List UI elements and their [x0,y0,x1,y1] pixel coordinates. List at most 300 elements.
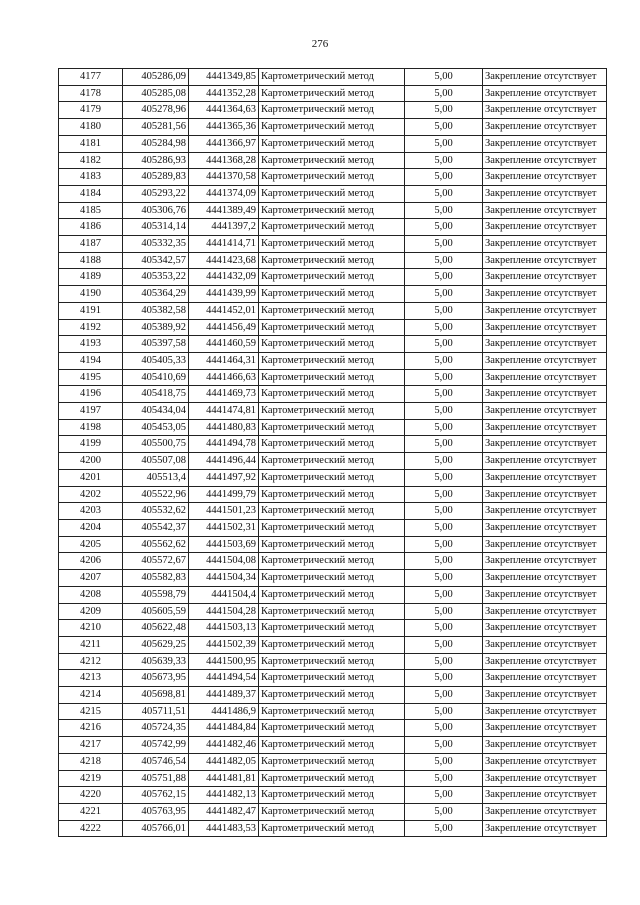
x-coordinate-cell: 405622,48 [123,620,189,637]
accuracy-cell: 5,00 [405,419,483,436]
table-row [59,102,607,119]
x-coordinate-cell: 405332,35 [123,236,189,253]
accuracy-cell: 5,00 [405,352,483,369]
point-number-cell: 4179 [59,102,123,119]
method-cell: Картометрический метод [259,185,405,202]
accuracy-cell: 5,00 [405,119,483,136]
y-coordinate-cell: 4441352,28 [189,85,259,102]
accuracy-cell: 5,00 [405,820,483,837]
x-coordinate-cell: 405382,58 [123,302,189,319]
x-coordinate-cell: 405562,62 [123,536,189,553]
point-number-cell: 4203 [59,503,123,520]
y-coordinate-cell: 4441397,2 [189,219,259,236]
point-number-cell: 4207 [59,570,123,587]
fixation-cell: Закрепление отсутствует [483,770,607,787]
y-coordinate-cell: 4441489,37 [189,687,259,704]
method-cell: Картометрический метод [259,536,405,553]
x-coordinate-cell: 405289,83 [123,169,189,186]
x-coordinate-cell: 405582,83 [123,570,189,587]
table-row [59,586,607,603]
point-number-cell: 4177 [59,69,123,86]
point-number-cell: 4181 [59,135,123,152]
fixation-cell: Закрепление отсутствует [483,453,607,470]
method-cell: Картометрический метод [259,586,405,603]
point-number-cell: 4194 [59,352,123,369]
point-number-cell: 4201 [59,469,123,486]
fixation-cell: Закрепление отсутствует [483,820,607,837]
table-row [59,703,607,720]
method-cell: Картометрический метод [259,720,405,737]
fixation-cell: Закрепление отсутствует [483,570,607,587]
point-number-cell: 4208 [59,586,123,603]
x-coordinate-cell: 405762,15 [123,787,189,804]
table-row [59,787,607,804]
point-number-cell: 4191 [59,302,123,319]
x-coordinate-cell: 405278,96 [123,102,189,119]
method-cell: Картометрический метод [259,670,405,687]
x-coordinate-cell: 405286,93 [123,152,189,169]
x-coordinate-cell: 405513,4 [123,469,189,486]
method-cell: Картометрический метод [259,703,405,720]
accuracy-cell: 5,00 [405,586,483,603]
fixation-cell: Закрепление отсутствует [483,269,607,286]
accuracy-cell: 5,00 [405,85,483,102]
method-cell: Картометрический метод [259,302,405,319]
x-coordinate-cell: 405284,98 [123,135,189,152]
method-cell: Картометрический метод [259,236,405,253]
point-number-cell: 4215 [59,703,123,720]
table-row [59,687,607,704]
accuracy-cell: 5,00 [405,286,483,303]
point-number-cell: 4200 [59,453,123,470]
fixation-cell: Закрепление отсутствует [483,386,607,403]
x-coordinate-cell: 405598,79 [123,586,189,603]
method-cell: Картометрический метод [259,336,405,353]
method-cell: Картометрический метод [259,653,405,670]
table-row [59,386,607,403]
method-cell: Картометрический метод [259,519,405,536]
fixation-cell: Закрепление отсутствует [483,519,607,536]
y-coordinate-cell: 4441366,97 [189,135,259,152]
y-coordinate-cell: 4441482,46 [189,737,259,754]
fixation-cell: Закрепление отсутствует [483,403,607,420]
y-coordinate-cell: 4441501,23 [189,503,259,520]
point-number-cell: 4184 [59,185,123,202]
point-number-cell: 4198 [59,419,123,436]
x-coordinate-cell: 405405,33 [123,352,189,369]
point-number-cell: 4216 [59,720,123,737]
table-row [59,185,607,202]
y-coordinate-cell: 4441504,28 [189,603,259,620]
fixation-cell: Закрепление отсутствует [483,670,607,687]
accuracy-cell: 5,00 [405,469,483,486]
point-number-cell: 4220 [59,787,123,804]
fixation-cell: Закрепление отсутствует [483,553,607,570]
accuracy-cell: 5,00 [405,570,483,587]
accuracy-cell: 5,00 [405,770,483,787]
table-row [59,319,607,336]
accuracy-cell: 5,00 [405,219,483,236]
y-coordinate-cell: 4441460,59 [189,336,259,353]
table-row [59,503,607,520]
method-cell: Картометрический метод [259,453,405,470]
point-number-cell: 4222 [59,820,123,837]
method-cell: Картометрический метод [259,202,405,219]
method-cell: Картометрический метод [259,119,405,136]
point-number-cell: 4209 [59,603,123,620]
accuracy-cell: 5,00 [405,703,483,720]
x-coordinate-cell: 405285,08 [123,85,189,102]
point-number-cell: 4182 [59,152,123,169]
y-coordinate-cell: 4441482,47 [189,803,259,820]
y-coordinate-cell: 4441494,78 [189,436,259,453]
x-coordinate-cell: 405766,01 [123,820,189,837]
table-row [59,553,607,570]
x-coordinate-cell: 405673,95 [123,670,189,687]
method-cell: Картометрический метод [259,787,405,804]
y-coordinate-cell: 4441414,71 [189,236,259,253]
x-coordinate-cell: 405532,62 [123,503,189,520]
x-coordinate-cell: 405542,37 [123,519,189,536]
fixation-cell: Закрепление отсутствует [483,586,607,603]
accuracy-cell: 5,00 [405,787,483,804]
y-coordinate-cell: 4441480,83 [189,419,259,436]
table-row [59,570,607,587]
y-coordinate-cell: 4441482,13 [189,787,259,804]
x-coordinate-cell: 405306,76 [123,202,189,219]
fixation-cell: Закрепление отсутствует [483,419,607,436]
table-row [59,252,607,269]
table-row [59,119,607,136]
accuracy-cell: 5,00 [405,102,483,119]
y-coordinate-cell: 4441504,4 [189,586,259,603]
accuracy-cell: 5,00 [405,236,483,253]
method-cell: Картометрический метод [259,503,405,520]
accuracy-cell: 5,00 [405,185,483,202]
point-number-cell: 4189 [59,269,123,286]
fixation-cell: Закрепление отсутствует [483,369,607,386]
y-coordinate-cell: 4441452,01 [189,302,259,319]
fixation-cell: Закрепление отсутствует [483,135,607,152]
table-row [59,436,607,453]
coordinates-table [58,68,607,837]
fixation-cell: Закрепление отсутствует [483,636,607,653]
accuracy-cell: 5,00 [405,269,483,286]
accuracy-cell: 5,00 [405,620,483,637]
fixation-cell: Закрепление отсутствует [483,503,607,520]
table-row [59,653,607,670]
fixation-cell: Закрепление отсутствует [483,536,607,553]
table-row [59,169,607,186]
fixation-cell: Закрепление отсутствует [483,85,607,102]
point-number-cell: 4212 [59,653,123,670]
x-coordinate-cell: 405746,54 [123,753,189,770]
point-number-cell: 4214 [59,687,123,704]
method-cell: Картометрический метод [259,486,405,503]
y-coordinate-cell: 4441365,36 [189,119,259,136]
accuracy-cell: 5,00 [405,553,483,570]
accuracy-cell: 5,00 [405,603,483,620]
fixation-cell: Закрепление отсутствует [483,803,607,820]
y-coordinate-cell: 4441349,85 [189,69,259,86]
point-number-cell: 4211 [59,636,123,653]
accuracy-cell: 5,00 [405,436,483,453]
table-row [59,336,607,353]
table-row [59,720,607,737]
method-cell: Картометрический метод [259,419,405,436]
table-row [59,620,607,637]
fixation-cell: Закрепление отсутствует [483,286,607,303]
method-cell: Картометрический метод [259,319,405,336]
accuracy-cell: 5,00 [405,636,483,653]
table-row [59,536,607,553]
fixation-cell: Закрепление отсутствует [483,219,607,236]
point-number-cell: 4206 [59,553,123,570]
y-coordinate-cell: 4441502,31 [189,519,259,536]
y-coordinate-cell: 4441483,53 [189,820,259,837]
fixation-cell: Закрепление отсутствует [483,185,607,202]
x-coordinate-cell: 405572,67 [123,553,189,570]
fixation-cell: Закрепление отсутствует [483,202,607,219]
x-coordinate-cell: 405639,33 [123,653,189,670]
accuracy-cell: 5,00 [405,687,483,704]
method-cell: Картометрический метод [259,69,405,86]
x-coordinate-cell: 405314,14 [123,219,189,236]
method-cell: Картометрический метод [259,687,405,704]
method-cell: Картометрический метод [259,570,405,587]
y-coordinate-cell: 4441464,31 [189,352,259,369]
x-coordinate-cell: 405353,22 [123,269,189,286]
fixation-cell: Закрепление отсутствует [483,620,607,637]
accuracy-cell: 5,00 [405,336,483,353]
method-cell: Картометрический метод [259,737,405,754]
accuracy-cell: 5,00 [405,519,483,536]
point-number-cell: 4183 [59,169,123,186]
table-row [59,803,607,820]
method-cell: Картометрический метод [259,603,405,620]
fixation-cell: Закрепление отсутствует [483,486,607,503]
accuracy-cell: 5,00 [405,653,483,670]
method-cell: Картометрический метод [259,369,405,386]
point-number-cell: 4190 [59,286,123,303]
fixation-cell: Закрепление отсутствует [483,252,607,269]
y-coordinate-cell: 4441504,08 [189,553,259,570]
x-coordinate-cell: 405410,69 [123,369,189,386]
table-row [59,636,607,653]
x-coordinate-cell: 405522,96 [123,486,189,503]
page-number: 276 [311,38,329,50]
point-number-cell: 4185 [59,202,123,219]
method-cell: Картометрический метод [259,352,405,369]
fixation-cell: Закрепление отсутствует [483,703,607,720]
method-cell: Картометрический метод [259,553,405,570]
x-coordinate-cell: 405605,59 [123,603,189,620]
accuracy-cell: 5,00 [405,302,483,319]
table-row [59,236,607,253]
table-row [59,469,607,486]
table-row [59,135,607,152]
point-number-cell: 4199 [59,436,123,453]
accuracy-cell: 5,00 [405,319,483,336]
fixation-cell: Закрепление отсутствует [483,169,607,186]
y-coordinate-cell: 4441494,54 [189,670,259,687]
method-cell: Картометрический метод [259,636,405,653]
y-coordinate-cell: 4441481,81 [189,770,259,787]
table-row [59,369,607,386]
accuracy-cell: 5,00 [405,202,483,219]
accuracy-cell: 5,00 [405,803,483,820]
accuracy-cell: 5,00 [405,486,483,503]
table-row [59,419,607,436]
y-coordinate-cell: 4441466,63 [189,369,259,386]
table-row [59,737,607,754]
point-number-cell: 4205 [59,536,123,553]
accuracy-cell: 5,00 [405,737,483,754]
y-coordinate-cell: 4441482,05 [189,753,259,770]
table-row [59,670,607,687]
table-row [59,453,607,470]
method-cell: Картометрический метод [259,169,405,186]
accuracy-cell: 5,00 [405,670,483,687]
method-cell: Картометрический метод [259,219,405,236]
point-number-cell: 4202 [59,486,123,503]
method-cell: Картометрический метод [259,436,405,453]
accuracy-cell: 5,00 [405,403,483,420]
point-number-cell: 4221 [59,803,123,820]
table-row [59,69,607,86]
table-row [59,85,607,102]
method-cell: Картометрический метод [259,286,405,303]
y-coordinate-cell: 4441370,58 [189,169,259,186]
x-coordinate-cell: 405507,08 [123,453,189,470]
accuracy-cell: 5,00 [405,536,483,553]
method-cell: Картометрический метод [259,269,405,286]
fixation-cell: Закрепление отсутствует [483,469,607,486]
y-coordinate-cell: 4441486,9 [189,703,259,720]
y-coordinate-cell: 4441499,79 [189,486,259,503]
table-row [59,486,607,503]
method-cell: Картометрический метод [259,820,405,837]
table-row [59,202,607,219]
point-number-cell: 4196 [59,386,123,403]
table-row [59,820,607,837]
accuracy-cell: 5,00 [405,69,483,86]
method-cell: Картометрический метод [259,135,405,152]
x-coordinate-cell: 405286,09 [123,69,189,86]
table-row [59,403,607,420]
accuracy-cell: 5,00 [405,720,483,737]
point-number-cell: 4180 [59,119,123,136]
accuracy-cell: 5,00 [405,386,483,403]
y-coordinate-cell: 4441500,95 [189,653,259,670]
accuracy-cell: 5,00 [405,503,483,520]
table-row [59,603,607,620]
accuracy-cell: 5,00 [405,453,483,470]
method-cell: Картометрический метод [259,770,405,787]
y-coordinate-cell: 4441423,68 [189,252,259,269]
x-coordinate-cell: 405364,29 [123,286,189,303]
table-row [59,302,607,319]
x-coordinate-cell: 405698,81 [123,687,189,704]
method-cell: Картометрический метод [259,152,405,169]
y-coordinate-cell: 4441389,49 [189,202,259,219]
accuracy-cell: 5,00 [405,369,483,386]
point-number-cell: 4217 [59,737,123,754]
y-coordinate-cell: 4441456,49 [189,319,259,336]
x-coordinate-cell: 405751,88 [123,770,189,787]
table-row [59,519,607,536]
fixation-cell: Закрепление отсутствует [483,152,607,169]
x-coordinate-cell: 405742,99 [123,737,189,754]
point-number-cell: 4204 [59,519,123,536]
method-cell: Картометрический метод [259,803,405,820]
point-number-cell: 4195 [59,369,123,386]
y-coordinate-cell: 4441374,09 [189,185,259,202]
accuracy-cell: 5,00 [405,152,483,169]
y-coordinate-cell: 4441503,13 [189,620,259,637]
accuracy-cell: 5,00 [405,135,483,152]
fixation-cell: Закрепление отсутствует [483,720,607,737]
y-coordinate-cell: 4441484,84 [189,720,259,737]
y-coordinate-cell: 4441439,99 [189,286,259,303]
accuracy-cell: 5,00 [405,753,483,770]
fixation-cell: Закрепление отсутствует [483,653,607,670]
accuracy-cell: 5,00 [405,252,483,269]
fixation-cell: Закрепление отсутствует [483,319,607,336]
y-coordinate-cell: 4441364,63 [189,102,259,119]
method-cell: Картометрический метод [259,469,405,486]
table-row [59,152,607,169]
method-cell: Картометрический метод [259,102,405,119]
fixation-cell: Закрепление отсутствует [483,737,607,754]
point-number-cell: 4188 [59,252,123,269]
x-coordinate-cell: 405342,57 [123,252,189,269]
fixation-cell: Закрепление отсутствует [483,236,607,253]
accuracy-cell: 5,00 [405,169,483,186]
y-coordinate-cell: 4441502,39 [189,636,259,653]
point-number-cell: 4218 [59,753,123,770]
y-coordinate-cell: 4441368,28 [189,152,259,169]
fixation-cell: Закрепление отсутствует [483,302,607,319]
method-cell: Картометрический метод [259,620,405,637]
table-row [59,269,607,286]
fixation-cell: Закрепление отсутствует [483,753,607,770]
x-coordinate-cell: 405711,51 [123,703,189,720]
table-row [59,352,607,369]
x-coordinate-cell: 405293,22 [123,185,189,202]
table-row [59,286,607,303]
x-coordinate-cell: 405397,58 [123,336,189,353]
y-coordinate-cell: 4441504,34 [189,570,259,587]
y-coordinate-cell: 4441497,92 [189,469,259,486]
point-number-cell: 4197 [59,403,123,420]
x-coordinate-cell: 405389,92 [123,319,189,336]
method-cell: Картометрический метод [259,403,405,420]
point-number-cell: 4187 [59,236,123,253]
point-number-cell: 4210 [59,620,123,637]
table-row [59,219,607,236]
fixation-cell: Закрепление отсутствует [483,352,607,369]
point-number-cell: 4192 [59,319,123,336]
fixation-cell: Закрепление отсутствует [483,436,607,453]
point-number-cell: 4186 [59,219,123,236]
table-row [59,770,607,787]
y-coordinate-cell: 4441503,69 [189,536,259,553]
fixation-cell: Закрепление отсутствует [483,69,607,86]
x-coordinate-cell: 405500,75 [123,436,189,453]
table-row [59,753,607,770]
x-coordinate-cell: 405629,25 [123,636,189,653]
